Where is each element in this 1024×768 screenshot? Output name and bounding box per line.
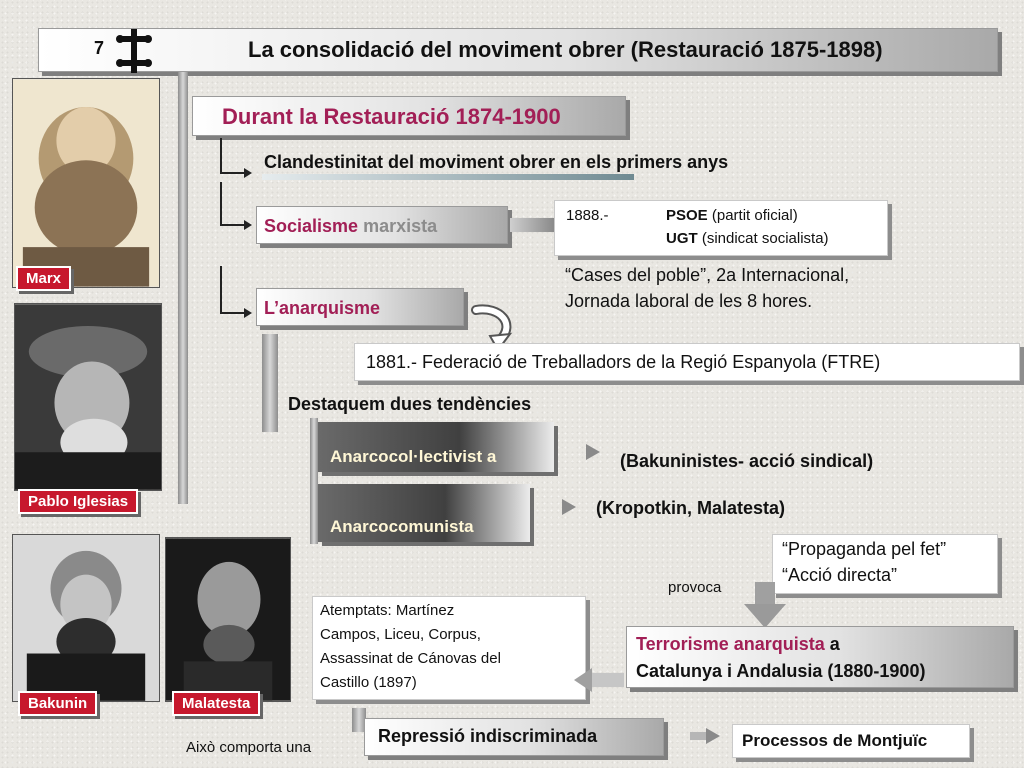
- connector-tip-3: [244, 308, 252, 318]
- connector-2: [220, 182, 244, 226]
- socialisme-word: Socialisme: [264, 216, 364, 236]
- tendencies-bar: [262, 334, 278, 432]
- subtitle: Durant la Restauració 1874-1900: [222, 104, 561, 129]
- malatesta-label: Malatesta: [172, 691, 260, 716]
- tendencies-text: Destaquem dues tendències: [288, 394, 532, 414]
- processos-arrow-shaft: [690, 732, 706, 740]
- psoe-acronym: PSOE: [666, 207, 708, 224]
- comunista-label: Anarcocomunista: [330, 517, 474, 536]
- bakuninistes-text: (Bakuninistes- acció sindical): [620, 451, 874, 471]
- ugt-description: (sindicat socialista): [697, 230, 829, 247]
- processos-text: Processos de Montjuïc: [742, 731, 928, 750]
- atemptats-line4: Castillo (1897): [320, 674, 417, 691]
- psoe-line: [666, 207, 798, 224]
- connector-tip-2: [244, 220, 252, 230]
- psoe-year: 1888.-: [566, 207, 609, 224]
- marxista-word: marxista: [363, 216, 438, 236]
- processos-arrow: [706, 728, 720, 744]
- repressio-text: Repressió indiscriminada: [378, 726, 598, 746]
- marx-label: Marx: [16, 266, 71, 291]
- provoca-text: provoca: [668, 579, 722, 596]
- psoe-description: (partit oficial): [707, 207, 798, 224]
- kropotkin-text: (Kropotkin, Malatesta): [596, 498, 786, 518]
- comunista-arrow: [562, 499, 576, 515]
- terrorisme-line1: [636, 634, 840, 655]
- socialisme-label: [264, 216, 437, 237]
- malatesta-portrait: [165, 537, 291, 702]
- clandestinity-underline: [262, 174, 634, 180]
- ugt-line: [666, 230, 829, 247]
- propaganda-line1: “Propaganda pel fet”: [782, 539, 947, 559]
- terrorisme-heading: Terrorisme anarquista: [636, 634, 825, 654]
- anarquisme-label: L’anarquisme: [264, 298, 381, 318]
- atemptats-line2: Campos, Liceu, Corpus,: [320, 626, 481, 643]
- slide-number: 7: [94, 38, 105, 58]
- cases-note-line1: “Cases del poble”, 2a Internacional,: [565, 265, 850, 285]
- colectivist-arrow: [586, 444, 600, 460]
- bakunin-label: Bakunin: [18, 691, 97, 716]
- comporta-text: Això comporta una: [186, 739, 312, 756]
- propaganda-line2: “Acció directa”: [782, 565, 898, 585]
- ugt-acronym: UGT: [666, 230, 698, 247]
- cases-note-line2: Jornada laboral de les 8 hores.: [565, 291, 813, 311]
- page-title: La consolidació del moviment obrer (Restauració 1875-1898): [248, 37, 883, 62]
- atemptats-line3: Assassinat de Cánovas del: [320, 650, 501, 667]
- tendencies-sub-bar: [310, 418, 318, 544]
- pablo-iglesias-label: Pablo Iglesias: [18, 489, 138, 514]
- pablo-iglesias-portrait: [14, 303, 162, 491]
- connector-tip-1: [244, 168, 252, 178]
- socialisme-bridge: [510, 218, 554, 232]
- atemptats-line1: Atemptats: Martínez: [320, 602, 455, 619]
- terrorisme-line2: Catalunya i Andalusia (1880-1900): [636, 661, 926, 681]
- marx-portrait: [12, 78, 160, 288]
- connector-1: [220, 138, 244, 174]
- vertical-divider: [178, 72, 188, 504]
- connector-3: [220, 266, 244, 314]
- clandestinity-text: Clandestinitat del moviment obrer en els primers anys: [264, 152, 729, 172]
- terrorisme-suffix: a: [824, 634, 840, 654]
- left-arrow-icon: [574, 668, 624, 692]
- bakunin-portrait: [12, 534, 160, 702]
- ftre-text: 1881.- Federació de Treballadors de la Regió Espanyola (FTRE): [366, 352, 881, 372]
- cross-emblem-icon: [114, 26, 154, 76]
- colectivist-label: Anarcocol·lectivist a: [330, 447, 497, 466]
- down-arrow-icon: [744, 582, 786, 628]
